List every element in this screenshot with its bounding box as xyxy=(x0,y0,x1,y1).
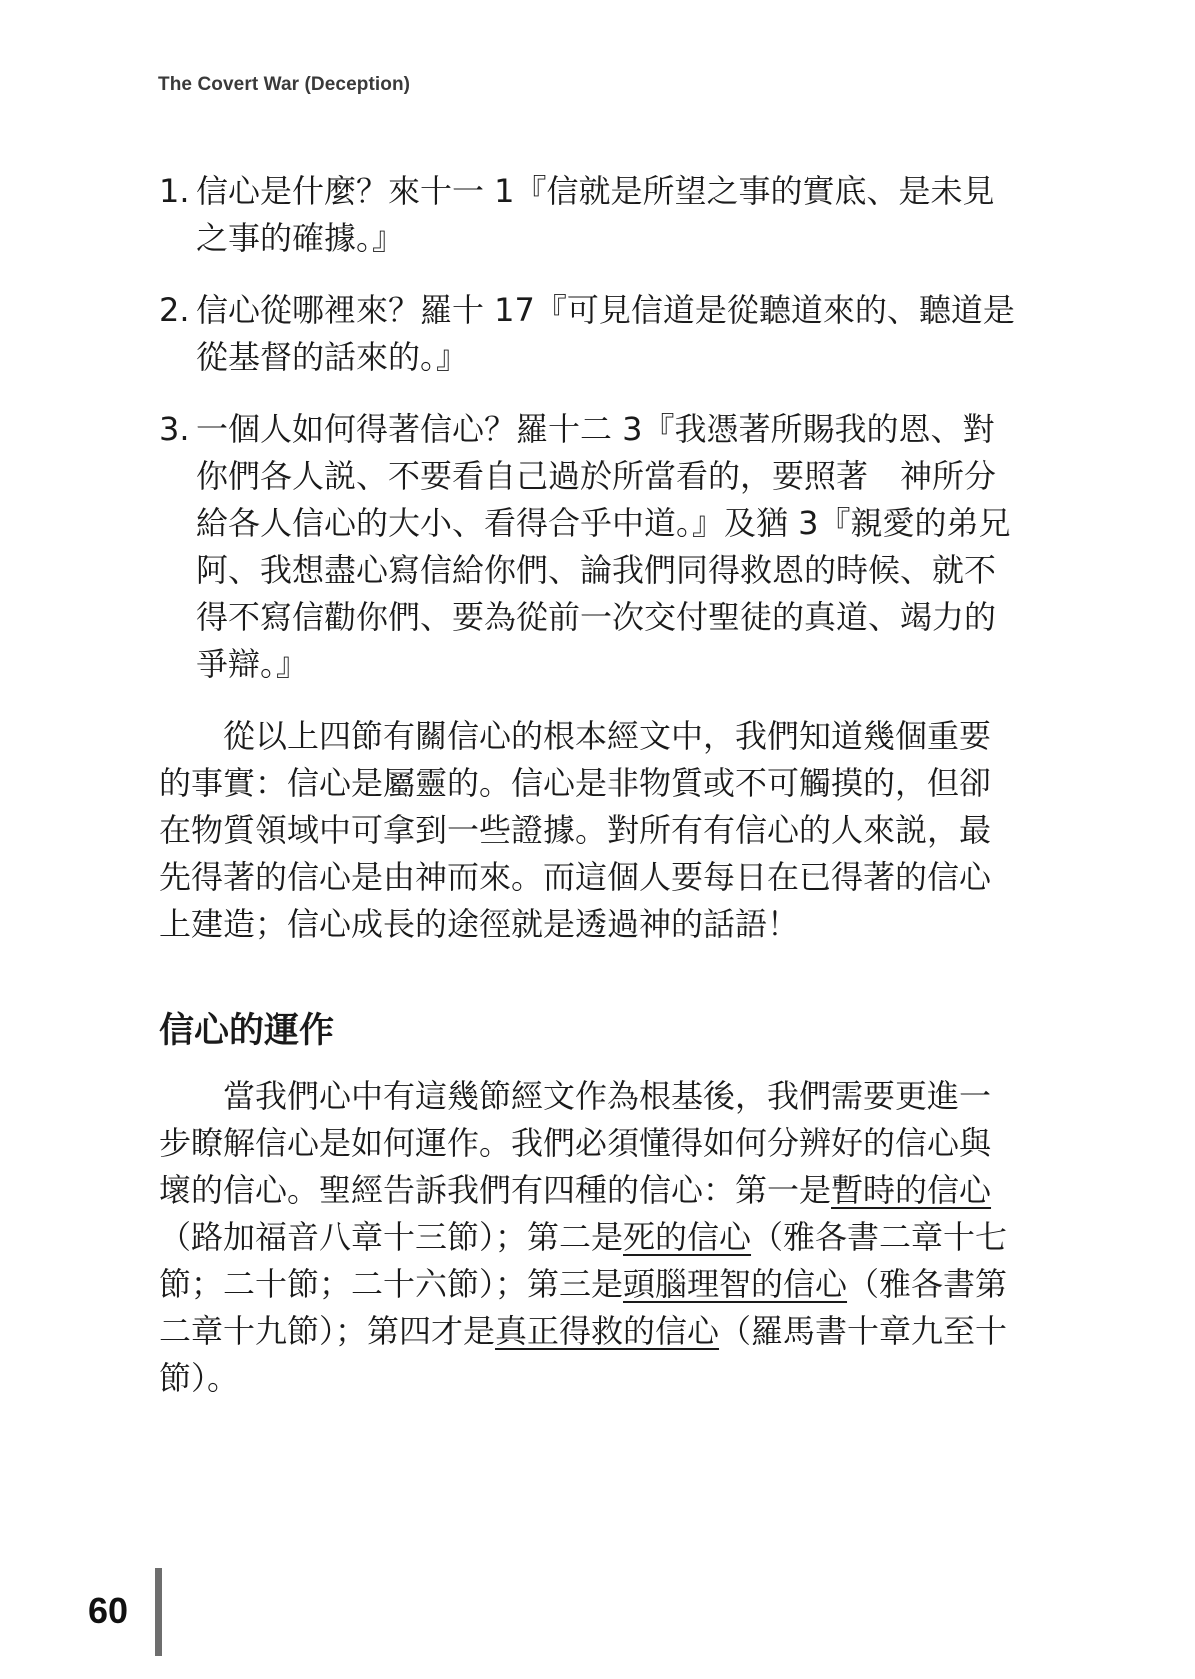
list-item-text: 信心從哪裡來？羅十 17『可見信道是從聽道來的、聽道是從基督的話來的。』 xyxy=(196,291,1015,376)
section-paragraph xyxy=(159,1073,1021,1402)
paragraph-text: （雅各書第二章十九節）；第四才是 xyxy=(159,1265,1008,1350)
paragraph-text: （路加福音八章十三節）；第二是 xyxy=(159,1218,624,1256)
list-item-number: 2. xyxy=(159,291,190,329)
paragraph-text: （雅各書二章十七節；二十節；二十六節）；第三是 xyxy=(159,1218,1008,1303)
body-paragraph: 從以上四節有關信心的根本經文中，我們知道幾個重要的事實：信心是屬靈的。信心是非物質或不可觸摸的，但卻在物質領域中可拿到一些證據。對所有有信心的人來説，最先得著的信心是由神而來。而這個人要每日在已得著的信心上建造；信心成長的途徑就是透過神的話語！ xyxy=(159,717,992,943)
paragraph-text: 當我們心中有這幾節經文作為根基後，我們需要更進一步瞭解信心是如何運作。我們必須懂得如何分辨好的信心與壞的信心。聖經告訴我們有四種的信心：第一是 xyxy=(159,1077,992,1209)
list-item-text: 一個人如何得著信心？羅十二 3『我憑著所賜我的恩、對你們各人説、不要看自己過於所當看的，要照著 神所分給各人信心的大小、看得合乎中道。』及猶 3『親愛的弟兄阿、我想盡心寫信給你們、論我們同得救恩的時候、就不得不寫信勸你們、要為從前一次交付聖徒的真道、竭力的爭辯。』 xyxy=(196,410,1011,683)
underlined-term: 暫時的信心 xyxy=(831,1171,992,1209)
underlined-term: 真正得救的信心 xyxy=(495,1312,720,1350)
list-item xyxy=(159,406,1021,688)
paragraph-text: （羅馬書十章九至十節）。 xyxy=(159,1312,1008,1397)
page-number: 60 xyxy=(88,1590,129,1631)
list-item-text: 信心是什麼？來十一 1『信就是所望之事的實底、是未見之事的確據。』 xyxy=(196,172,995,257)
list-item xyxy=(159,287,1021,381)
section-heading: 信心的運作 xyxy=(159,1011,335,1051)
underlined-term: 死的信心 xyxy=(623,1218,752,1256)
list-item-number: 3. xyxy=(159,410,190,448)
page-body xyxy=(159,168,1021,1402)
list-item xyxy=(159,168,1021,262)
underlined-term: 頭腦理智的信心 xyxy=(623,1265,848,1303)
page-number-divider xyxy=(155,1568,162,1656)
running-header-title: The Covert War (Deception) xyxy=(158,74,411,95)
list-item-number: 1. xyxy=(159,172,190,210)
